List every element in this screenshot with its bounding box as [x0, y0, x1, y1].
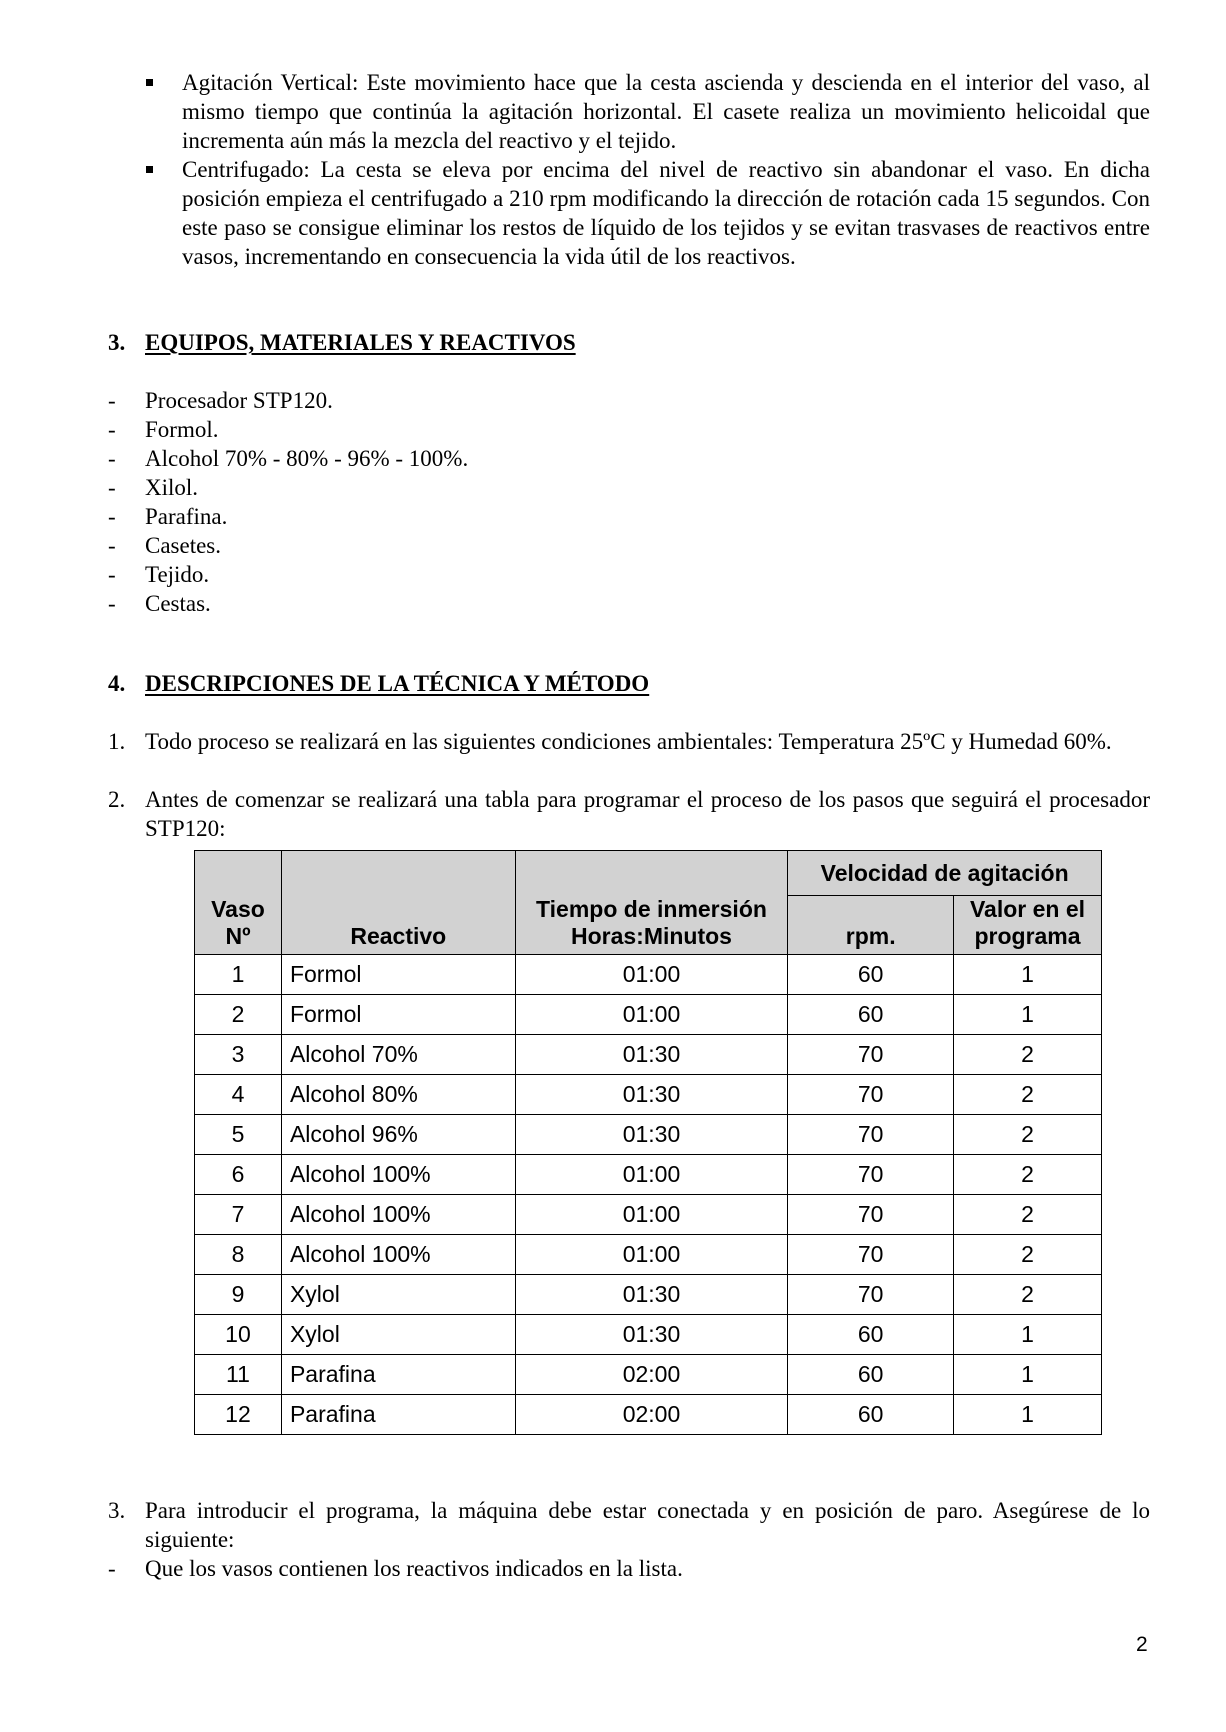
cell-reactivo: Parafina: [281, 1355, 515, 1395]
cell-rpm: 70: [788, 1275, 954, 1315]
step-item: 1. Todo proceso se realizará en las siguientes condiciones ambientales: Temperatura 25ºC y Humedad 60%.: [108, 729, 1112, 754]
list-item: - Procesador STP120.: [108, 388, 333, 413]
square-bullet-icon: [146, 166, 153, 173]
processing-program-table: [194, 850, 1102, 1435]
cell-valor: 1: [954, 955, 1102, 995]
cell-tiempo: 02:00: [515, 1355, 788, 1395]
cell-rpm: 60: [788, 1315, 954, 1355]
step-item: 2. Antes de comenzar se realizará una tabla para programar el proceso de los pasos que seguirá el procesador STP120:: [108, 787, 1150, 841]
list-item: - Xilol.: [108, 475, 199, 500]
bullet-text: Centrifugado: La cesta se eleva por encima del nivel de reactivo sin abandonar el vaso. En dicha posición empieza el centrifugado a 210 rpm modificando la dirección de rotación cada 15 segundos. Con este paso se consigue eliminar los restos de líquido de los tejidos y se evitan trasvases de reactivos entre vasos, incrementando en consecuencia la vida útil de los reactivos.: [182, 157, 1150, 269]
cell-valor: 2: [954, 1195, 1102, 1235]
table-row: [195, 1395, 1102, 1435]
cell-rpm: 70: [788, 1155, 954, 1195]
cell-valor: 2: [954, 1235, 1102, 1275]
cell-valor: 2: [954, 1115, 1102, 1155]
cell-rpm: 70: [788, 1195, 954, 1235]
list-item: - Casetes.: [108, 533, 222, 558]
cell-tiempo: 02:00: [515, 1395, 788, 1435]
cell-valor: 2: [954, 1035, 1102, 1075]
cell-reactivo: Formol: [281, 955, 515, 995]
table-row: [195, 1195, 1102, 1235]
cell-vaso: 1: [195, 955, 282, 995]
table-row: [195, 1075, 1102, 1115]
cell-reactivo: Parafina: [281, 1395, 515, 1435]
header-rpm: rpm.: [788, 896, 954, 955]
header-velocidad: Velocidad de agitación: [788, 851, 1102, 896]
cell-valor: 2: [954, 1275, 1102, 1315]
agitation-bullet-list: [146, 68, 1150, 271]
cell-vaso: 6: [195, 1155, 282, 1195]
cell-tiempo: 01:30: [515, 1035, 788, 1075]
cell-vaso: 2: [195, 995, 282, 1035]
bullet-item: [146, 68, 1150, 155]
table-row: [195, 995, 1102, 1035]
cell-vaso: 11: [195, 1355, 282, 1395]
list-item: - Alcohol 70% - 80% - 96% - 100%.: [108, 446, 469, 471]
section-title: DESCRIPCIONES DE LA TÉCNICA Y MÉTODO: [145, 671, 650, 696]
table-row: [195, 1155, 1102, 1195]
cell-rpm: 70: [788, 1235, 954, 1275]
cell-reactivo: Formol: [281, 995, 515, 1035]
cell-valor: 2: [954, 1155, 1102, 1195]
cell-vaso: 4: [195, 1075, 282, 1115]
table-row: [195, 1315, 1102, 1355]
cell-vaso: 10: [195, 1315, 282, 1355]
header-tiempo: Tiempo de inmersión Horas:Minutos: [515, 851, 788, 955]
list-item: - Parafina.: [108, 504, 228, 529]
cell-valor: 1: [954, 1355, 1102, 1395]
cell-tiempo: 01:30: [515, 1315, 788, 1355]
materials-list: [108, 386, 1150, 618]
cell-reactivo: Alcohol 100%: [281, 1235, 515, 1275]
cell-tiempo: 01:30: [515, 1115, 788, 1155]
table-row: [195, 1275, 1102, 1315]
cell-tiempo: 01:00: [515, 1155, 788, 1195]
cell-tiempo: 01:30: [515, 1275, 788, 1315]
cell-reactivo: Alcohol 80%: [281, 1075, 515, 1115]
table-row: [195, 1355, 1102, 1395]
table-row: [195, 1035, 1102, 1075]
cell-reactivo: Alcohol 96%: [281, 1115, 515, 1155]
table-row: [195, 1235, 1102, 1275]
cell-tiempo: 01:30: [515, 1075, 788, 1115]
cell-vaso: 9: [195, 1275, 282, 1315]
header-valor: Valor en el programa: [954, 896, 1102, 955]
cell-vaso: 7: [195, 1195, 282, 1235]
cell-rpm: 60: [788, 995, 954, 1035]
cell-vaso: 8: [195, 1235, 282, 1275]
list-item: - Cestas.: [108, 591, 211, 616]
table-row: [195, 955, 1102, 995]
page-number: 2: [1136, 1633, 1148, 1656]
bullet-text: Agitación Vertical: Este movimiento hace que la cesta ascienda y descienda en el interior del vaso, al mismo tiempo que continúa la agitación horizontal. El casete realiza un movimiento helicoidal que incrementa aún más la mezcla del reactivo y el tejido.: [182, 70, 1150, 153]
section-number: 4.: [108, 671, 126, 696]
cell-vaso: 5: [195, 1115, 282, 1155]
cell-reactivo: Alcohol 100%: [281, 1155, 515, 1195]
cell-reactivo: Alcohol 100%: [281, 1195, 515, 1235]
section-title: EQUIPOS, MATERIALES Y REACTIVOS: [145, 330, 576, 355]
header-reactivo: Reactivo: [281, 851, 515, 955]
cell-vaso: 12: [195, 1395, 282, 1435]
cell-valor: 2: [954, 1075, 1102, 1115]
cell-tiempo: 01:00: [515, 995, 788, 1035]
list-item: - Formol.: [108, 417, 219, 442]
cell-reactivo: Xylol: [281, 1315, 515, 1355]
cell-reactivo: Alcohol 70%: [281, 1035, 515, 1075]
cell-rpm: 70: [788, 1075, 954, 1115]
cell-rpm: 70: [788, 1035, 954, 1075]
cell-valor: 1: [954, 1395, 1102, 1435]
list-item: - Tejido.: [108, 562, 210, 587]
cell-tiempo: 01:00: [515, 955, 788, 995]
cell-valor: 1: [954, 1315, 1102, 1355]
cell-valor: 1: [954, 995, 1102, 1035]
header-vaso: Vaso Nº: [195, 851, 282, 955]
step-item: 3. Para introducir el programa, la máquina debe estar conectada y en posición de paro. Asegúrese de lo siguiente:: [108, 1498, 1150, 1552]
bullet-item: [146, 155, 1150, 271]
section-number: 3.: [108, 330, 126, 355]
cell-tiempo: 01:00: [515, 1235, 788, 1275]
cell-reactivo: Xylol: [281, 1275, 515, 1315]
checklist: [108, 1554, 1150, 1583]
section-3-heading: [108, 328, 576, 357]
cell-rpm: 60: [788, 1355, 954, 1395]
cell-rpm: 60: [788, 1395, 954, 1435]
table-row: [195, 1115, 1102, 1155]
cell-rpm: 70: [788, 1115, 954, 1155]
cell-rpm: 60: [788, 955, 954, 995]
list-item: - Que los vasos contienen los reactivos indicados en la lista.: [108, 1556, 683, 1581]
cell-vaso: 3: [195, 1035, 282, 1075]
square-bullet-icon: [146, 79, 153, 86]
cell-tiempo: 01:00: [515, 1195, 788, 1235]
section-4-heading: [108, 669, 649, 698]
